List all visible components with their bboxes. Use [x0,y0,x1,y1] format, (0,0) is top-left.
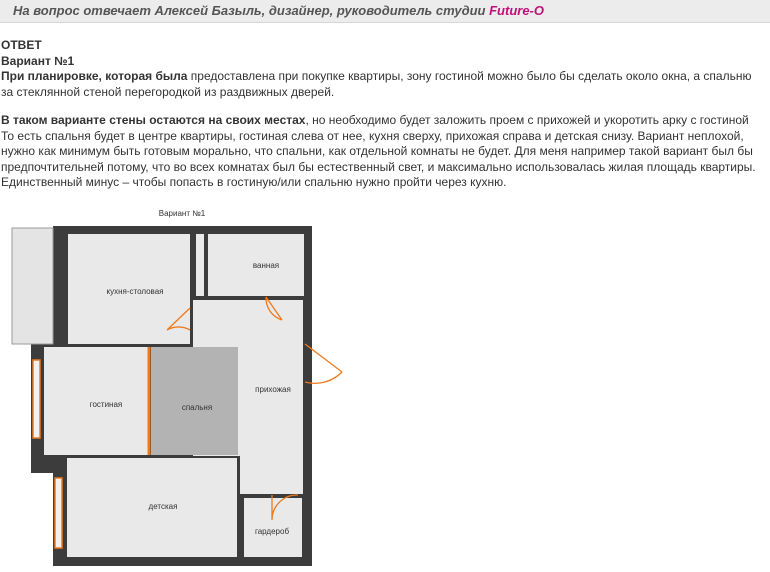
variant-title: Вариант №1 [1,53,75,68]
paragraph-2-line-1 [1,113,770,129]
paragraph-2-line-5: Единственный минус – чтобы попасть в гостиную/или спальню нужно пройти через кухню. [1,175,507,189]
author-banner [0,0,770,23]
floor-plan-drawing [0,200,360,572]
bedroom-label: спальня [181,403,213,412]
shaft-floor [196,234,204,296]
paragraph-2-line-4: предпочтительней потому, что во всех комнатах был бы естественный свет, и максимально использовалась жилая площадь квартиры. [1,159,756,174]
kids-window [55,478,62,548]
paragraph-1-line-1 [1,69,770,85]
balcony [12,228,53,344]
bathroom-label: ванная [252,261,280,270]
floor-plan-title: Вариант №1 [158,209,206,218]
hallway-floor-lower [240,456,303,494]
paragraph-2-rest: , но необходимо будет заложить проем с прихожей и укоротить арку с гостиной [305,113,749,127]
paragraph-2-line-3: нужно как минимум быть готовым морально, что спальни, как отдельной комнаты не будет. Для меня например такой вариант был бы [1,144,753,158]
answer-article [1,38,770,191]
author-lead-text: На вопрос отвечает Алексей Базыль, дизайнер, руководитель студии [13,3,490,18]
paragraph-1-line-2: за стеклянной стеной перегородкой из раздвижных дверей. [1,84,335,99]
paragraph-2-line-2: То есть спальня будет в центре квартиры, гостиная слева от нее, кухня сверху, прихожая справа и детская снизу. Вариант неплохой, [1,128,744,143]
author-line [13,3,544,18]
living-room-label: гостиная [89,400,123,409]
bedroom-floor [151,347,238,455]
living-window [33,360,40,438]
studio-link[interactable]: Future-O [489,3,544,18]
paragraph-1-rest: предоставлена при покупке квартиры, зону гостиной можно было бы сделать около окна, а спальню [187,69,752,83]
kitchen-label: кухня-столовая [106,287,164,296]
wardrobe-label: гардероб [254,527,290,536]
hallway-label: прихожая [255,385,291,394]
kids-room-label: детская [148,502,178,511]
floor-plan [0,200,360,572]
answer-heading: ОТВЕТ [1,38,42,52]
paragraph-2-bold: В таком варианте стены остаются на своих местах [1,113,306,127]
paragraph-1-bold: При планировке, которая была [1,69,188,83]
